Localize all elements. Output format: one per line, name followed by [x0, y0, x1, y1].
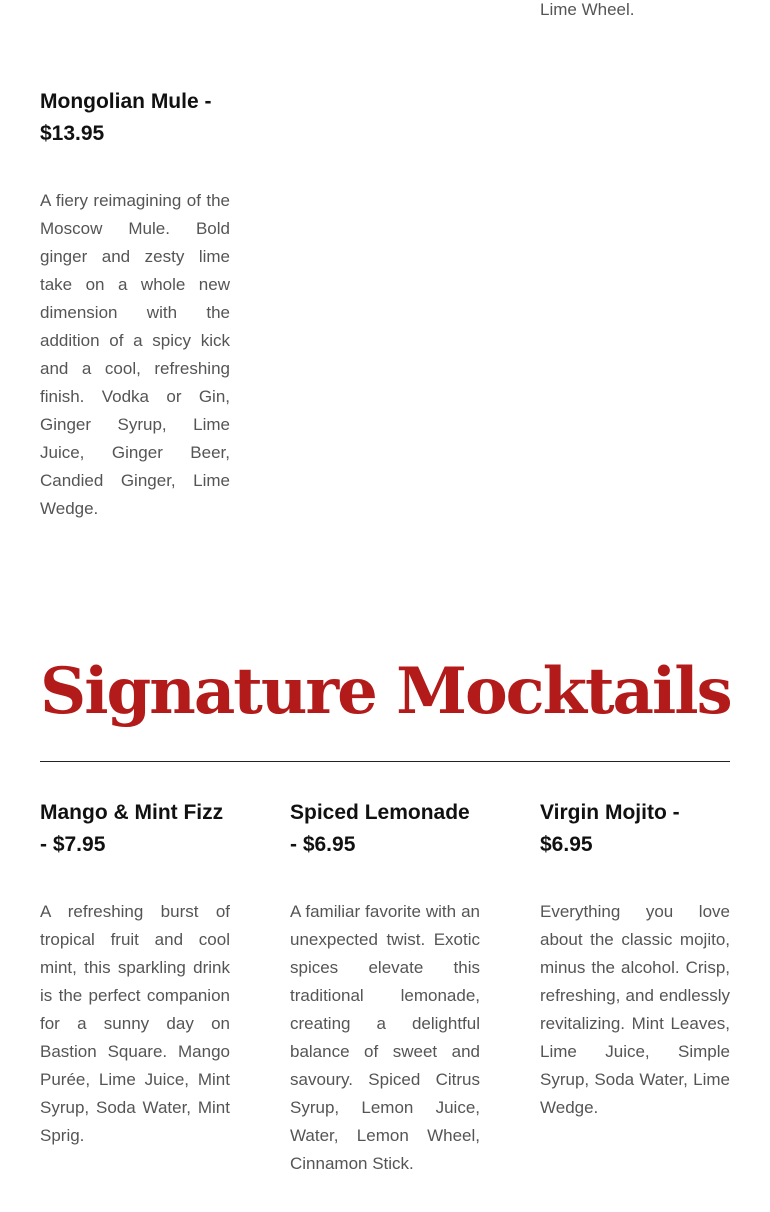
menu-item-title: Spiced Lemonade - $6.95: [290, 801, 470, 856]
menu-item-mango-mint-fizz: [40, 797, 230, 1150]
menu-item-description: A fiery reimagining of the Moscow Mule. Bold ginger and zesty lime take on a whole new dimension with the addition of a spicy kick and a cool, refreshing finish. Vodka or Gin, Ginger Syrup, Lime Juice, Ginger Beer, Candied Ginger, Lime Wedge.: [40, 191, 230, 518]
section-divider: [40, 761, 730, 762]
previous-item-description-fragment: Lime Wheel.: [540, 0, 635, 19]
menu-item-title: Virgin Mojito - $6.95: [540, 801, 680, 856]
menu-item-title: Mongolian Mule - $13.95: [40, 90, 212, 145]
section-title: Signature Mocktails: [40, 654, 731, 729]
menu-item-description: A familiar favorite with an unexpected twist. Exotic spices elevate this traditional lemonade, creating a delightful balance of sweet and savoury. Spiced Citrus Syrup, Lemon Juice, Water, Lemon Wheel, Cinnamon Stick.: [290, 902, 480, 1173]
menu-item-mongolian-mule: [40, 86, 230, 523]
menu-item-description: Everything you love about the classic mojito, minus the alcohol. Crisp, refreshing, and endlessly revitalizing. Mint Leaves, Lime Juice, Simple Syrup, Soda Water, Lime Wedge.: [540, 902, 730, 1117]
menu-item-description: A refreshing burst of tropical fruit and cool mint, this sparkling drink is the perfect companion for a sunny day on Bastion Square. Mango Purée, Lime Juice, Mint Syrup, Soda Water, Mint Sprig.: [40, 902, 230, 1145]
menu-item-spiced-lemonade: [290, 797, 480, 1178]
menu-item-virgin-mojito: [540, 797, 730, 1122]
menu-item-title: Mango & Mint Fizz - $7.95: [40, 801, 224, 856]
